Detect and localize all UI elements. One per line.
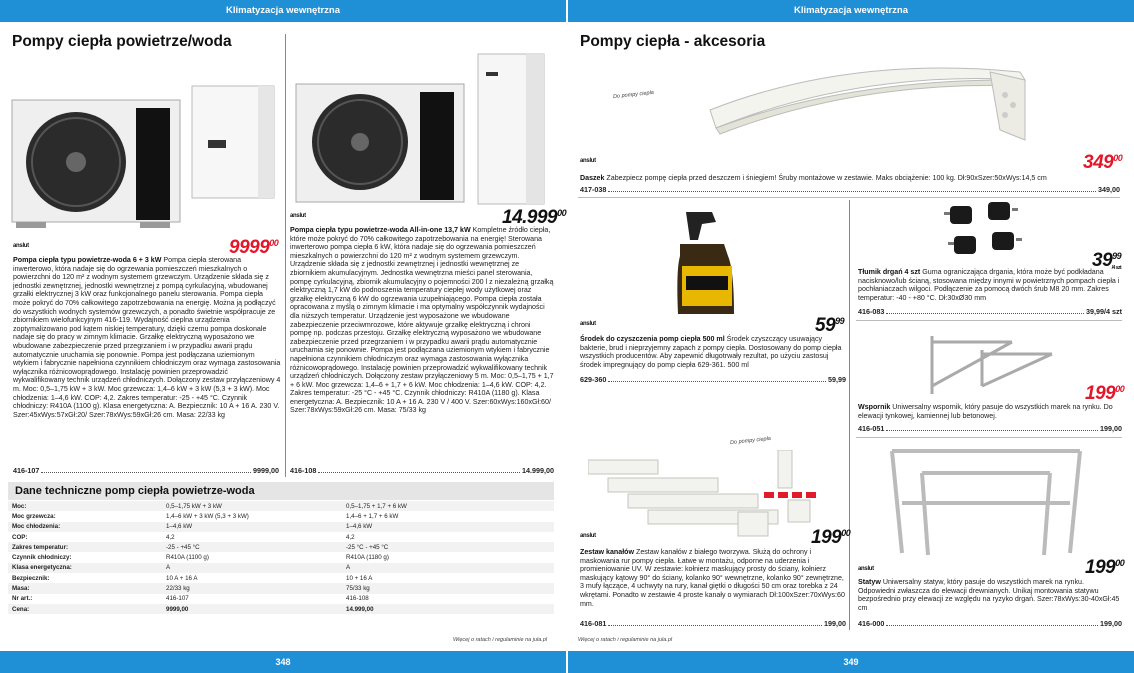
spec-label: Masa: xyxy=(8,583,162,593)
product-code-line: 416-107 9999,00 xyxy=(13,466,279,475)
row-divider xyxy=(856,437,1122,438)
terms-note: Więcej o ratach i regulaminie na jula.pl xyxy=(453,637,548,643)
page-number-right: 349 xyxy=(568,651,1134,673)
spec-value: R410A (1100 g) xyxy=(166,554,209,562)
heat-pump-6kw-image xyxy=(10,78,282,238)
spec-value: 10 + 16 A xyxy=(346,574,373,582)
row-divider xyxy=(578,197,1120,198)
spec-label: Czynnik chłodniczy: xyxy=(12,554,72,562)
spec-label: Moc: xyxy=(8,501,162,511)
spec-label: Nr art.: xyxy=(12,595,33,603)
spec-value: 0,5–1,75 kW + 3 kW xyxy=(162,501,342,511)
floor-stand-image xyxy=(882,443,1090,563)
section-title-heat-pumps: Pompy ciepła powietrze/woda xyxy=(12,33,232,50)
product-description: Tłumik drgań 4 szt Guma ograniczająca drgania, która może być podkładana nacisknowo/lub ścianą, stosowana między innymi w powietrznych pompach ciepła i pochłaniaczach wilgoci. Podłączenie za pomocą dwóch śrub M8 20 mm. Zakres temperatur: -40 - +80 °C. Dł:30xØ30 mm xyxy=(858,268,1120,302)
header-bar-right: Klimatyzacja wewnętrzna xyxy=(568,0,1134,22)
row-divider xyxy=(856,320,1122,321)
spec-value: 1,4–6 + 1,7 + 6 kW xyxy=(346,512,399,520)
heat-pump-all-in-one-image xyxy=(292,42,554,212)
spec-value: 4,2 xyxy=(166,533,175,541)
product-description: Wspornik Uniwersalny wspornik, który pasuje do wszystkich marek na rynku. Do elewacji tynkowej, kamiennej lub betonowej. xyxy=(858,403,1113,420)
spec-label: Bezpiecznik: xyxy=(12,574,50,582)
product-code-line: 417-038 349,00 xyxy=(580,185,1120,194)
spec-row xyxy=(8,501,554,511)
spec-label: COP: xyxy=(12,533,28,541)
spec-value: 416-108 xyxy=(346,595,369,603)
spec-value: 1,4–6 kW + 3 kW (5,3 + 3 kW) xyxy=(166,512,249,520)
spec-row xyxy=(8,511,554,521)
spec-row xyxy=(8,522,554,532)
spec-value: -25 - +45 °C xyxy=(162,542,342,552)
price-416-051: $199^{00}$ xyxy=(1085,383,1125,404)
wall-bracket-image xyxy=(912,328,1062,400)
product-code-line: 416-000 199,00 xyxy=(858,619,1122,628)
price-416-107: 9999$^{00}$ xyxy=(229,237,279,258)
spec-row xyxy=(8,604,554,614)
product-description: Zestaw kanałów Zestaw kanałów z białego tworzywa. Służą do ochrony i maskowania rur pompy ciepła. Łatwe w montażu, odporne na uderzenia i promieniowanie UV. W zestawie: kołnierz maskujący prosty do ściany, kołnierz maskujący kątowy 90° do ściany, kolanko 90° wewnętrzne, kolanko 90° zewnętrzne, 3 mufy łączące, 4 uchwyty na rury, kanał giętki o długości 50 cm oraz torebka z 24 wkrętami. Ponadto w zestawie 4 proste kanały o wymiarach Dł:100xSzer:70xWys:60 mm. xyxy=(580,548,845,608)
spec-row xyxy=(8,594,554,604)
spec-value: 0,5–1,75 + 1,7 + 6 kW xyxy=(342,501,554,511)
product-code-line: 416-083 39,99/4 szt xyxy=(858,307,1122,316)
product-description: Daszek Zabezpiecz pompę ciepła przed deszczem i śniegiem! Śruby montażowe w zestawie. Maks obciążenie: 100 kg. Dł:90xSzer:50xWys:14,5 cm xyxy=(580,174,1047,182)
spec-value: 9999,00 xyxy=(162,604,342,614)
product-code-line: 629-360 59,99 xyxy=(580,375,846,384)
brand-logo: anslut xyxy=(580,532,596,539)
brand-logo: anslut xyxy=(13,242,29,249)
spec-value: A xyxy=(342,563,554,573)
cleaner-bottle-image xyxy=(672,210,750,322)
spec-row xyxy=(8,542,554,552)
spec-value: 416-107 xyxy=(166,595,189,603)
spec-value: 1–4,6 kW xyxy=(162,522,342,532)
brand-logo: anslut xyxy=(290,212,306,219)
column-divider xyxy=(285,34,286,477)
price-629-360: $59^{99}$ xyxy=(815,315,845,336)
spec-row xyxy=(8,552,554,562)
brand-logo: anslut xyxy=(580,320,596,327)
terms-note: Więcej o ratach i regulaminie na jula.pl xyxy=(578,637,673,643)
spec-value: A xyxy=(162,563,342,573)
section-title-accessories: Pompy ciepła - akcesoria xyxy=(580,33,766,50)
product-tag: Do pompy ciepła xyxy=(612,89,655,101)
product-description: Środek do czyszczenia pomp ciepła 500 ml Środek czyszczący usuwający bakterie, brud i nieprzyjemny zapach z pompy ciepła. Dostosowany do pomp ciepła wszystkich producentów. Aby zapewnić długotrwały rezultat, po użyciu zastosuj środek impregnujący do pomp ciepła 629-361. 500 ml xyxy=(580,335,842,369)
spec-row xyxy=(8,583,554,593)
product-description: Statyw Uniwersalny statyw, który pasuje do wszystkich marek na rynku. Odpowiedni zwłaszcza do elewacji drewnianych. Unikaj montowania statywu bezpośrednio przy elewacji ze względu na ryzyko drgań. Szer:78xWys:30-40xGł:45 cm xyxy=(858,578,1120,612)
vibration-dampers-image xyxy=(940,200,1030,266)
header-bar-left: Klimatyzacja wewnętrzna xyxy=(0,0,566,22)
canopy-image xyxy=(700,50,1030,150)
spec-value: 75/33 kg xyxy=(342,583,554,593)
spec-table-title: Dane techniczne pomp ciepła powietrze-woda xyxy=(8,482,554,500)
spec-row xyxy=(8,573,554,583)
page-number-left: 348 xyxy=(0,651,566,673)
price-416-108: 14.999$^{00}$ xyxy=(502,207,567,228)
brand-logo: anslut xyxy=(580,157,596,164)
product-code-line: 416-051 199,00 xyxy=(858,424,1122,433)
spec-value: 1–4,6 kW xyxy=(342,522,554,532)
spec-value: R410A (1180 g) xyxy=(346,554,389,562)
product-description: Pompa ciepła typu powietrze-woda 6 + 3 kW Pompa ciepła sterowana inwerterowo, która nadaje się do ogrzewania pomieszczeń mieszkalnych o powierzchni do 120 m² z wodnym systemem grzewczym. Urządzenie składa się z jednostki zewnętrznej, jednostki wewnętrznej z pompą cyrkulacyjną, wbudowanej grzałki elektrycznej 3 kW oraz funkcjonalnego panelu sterowania. Pompa ciepła może pokryć do 70% całkowitego zapotrzebowania na energię. Można ją podłączyć do wszystkich wodnych systemów grzewczych, a ponadto świetnie współpracuje ze zbiornikiem wielofunkcyjnym 416-119. Wydajność cieplna urządzenia zoptymalizowano pod kątem niskiej temperatury, dzięki czemu pompa doskonale nadaje się do pracy w zimnym klimacie. Grzałkę elektryczną wyposażono we wbudowane zabezpieczenie przed przegrzaniem i w przypadku awarii prądu automatycznie uruchamia się ponownie. Pompa jest podłączana uziemionym wtykiem i fabrycznie napełniona czynnikiem chłodniczym oraz wymaga zastosowania wyłącznika różnicowoprądowego. Instalację powinien przeprowadzić wykwalifikowany technik urządzeń chłodniczych. Dołączony zestaw przyłączeniowy 4 m. Moc: 0,5–1,75 kW + 3 kW. Moc grzewcza: 1,4–6 kW + 3 kW (5,3 + 3 kW). Moc chłodzenia: 1–4,6 kW. COP: 4,2. Zakres temperatur: -25 - +45 °C. Czynnik chłodniczy: R410A (1100 g). Klasa energetyczna: A. Bezpiecznik: 10 A + 16 A. 230 V. Szer:45xWys:57xGł:20/ Szer:78xWys:59xGł:26 cm. Masa: 22/33 kg xyxy=(13,256,281,419)
spec-label: Moc grzewcza: xyxy=(12,512,56,520)
spec-table xyxy=(8,501,554,614)
spec-value: 14.999,00 xyxy=(342,604,554,614)
column-divider xyxy=(849,200,850,630)
price-416-081: $199^{00}$ xyxy=(811,527,851,548)
spec-label: Cena: xyxy=(8,604,162,614)
spec-label: Zakres temperatur: xyxy=(8,542,162,552)
price-416-083: $39^{99}$ /4 szt xyxy=(1092,250,1122,271)
product-description: Pompa ciepła typu powietrze-woda All-in-one 13,7 kW Kompletne źródło ciepła, które może pokryć do 70% całkowitego zapotrzebowania na energię! Sterowana inwerterowo pompa ciepła 6 kW, która nadaje się do ogrzewania pomieszczeń mieszkalnych o powierzchni do 120 m² z wodnym systemem grzewczym. Urządzenie składa się z jednostki zewnętrznej i jednostki wewnętrznej ze zbiornikiem akumulacyjnym. Jednostka wewnętrzna mieści panel sterowania, pompę cyrkulacyjną, zbiornik akumulacyjny o pojemności 200 l z niezależną grzałką elektryczną 1,7 kW do podnoszenia temperatury ciepłej wody użytkowej oraz grzałkę elektryczną 6 kW do ogrzewania uzupełniającego. Pompa ciepła została opracowana z myślą o zimnym klimacie i ma optymalny współczynnik wydajności dla niższych temperatur. Urządzenie jest wyposażone we wbudowane zabezpieczenie przeciwmrozowe, które aktywuje grzałkę elektryczną i chroni pompę np. podczas przestoju. Grzałkę elektryczną wyposażono we wbudowane zabezpieczenie przed przegrzaniem i w przypadku awarii prądu automatycznie uruchamia się ponownie. Pompa jest podłączana uziemionym wtykiem i fabrycznie napełniona czynnikiem chłodniczym oraz wymaga zastosowania wyłącznika różnicowoprądowego. Instalację powinien przeprowadzić wykwalifikowany technik urządzeń chłodniczych. Dołączony zestaw przyłączeniowy 5 m. Moc: 0,5–1,75 + 1,7 + 6 kW. Moc grzewcza: 1,4–6 + 1,7 + 6 kW. Moc chłodzenia: 1–4,6 kW. COP: 4,2. Zakres temperatur: -25 °C - +45 °C. Czynnik chłodniczy: R410A (1180 g). Klasa energetyczna: A. Bezpiecznik: 10 A + 16 A. 230 V / 400 V. Szer:60xWys:160xGł:60/ Szer:78xWys:59xGł:26 cm. Masa: 75/33 kg xyxy=(290,226,554,415)
spec-row xyxy=(8,532,554,542)
product-code-line: 416-108 14.999,00 xyxy=(290,466,554,475)
channel-kit-image xyxy=(588,450,846,540)
price-417-038: $349^{00}$ xyxy=(1083,152,1123,173)
product-tag: Do pompy ciepła xyxy=(729,435,772,447)
brand-logo: anslut xyxy=(858,565,874,572)
spec-value: 22/33 kg xyxy=(162,583,342,593)
spec-label: Moc chłodzenia: xyxy=(8,522,162,532)
spec-value: 10 A + 16 A xyxy=(166,574,198,582)
spec-row xyxy=(8,563,554,573)
spec-label: Klasa energetyczna: xyxy=(8,563,162,573)
spec-value: -25 °C - +45 °C xyxy=(342,542,554,552)
product-code-line: 416-081 199,00 xyxy=(580,619,846,628)
spec-value: 4,2 xyxy=(346,533,355,541)
price-416-000: $199^{00}$ xyxy=(1085,557,1125,578)
